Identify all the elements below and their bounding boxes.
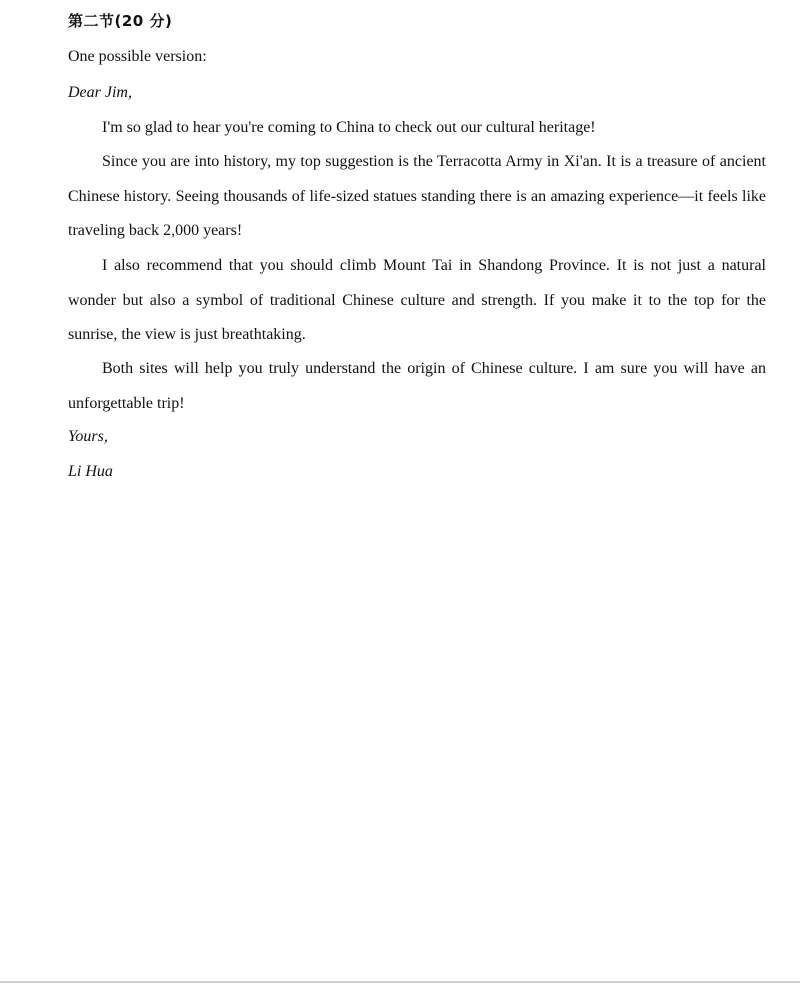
letter-closing: Yours,: [68, 428, 108, 445]
letter-paragraph-2: Since you are into history, my top suggestion is the Terracotta Army in Xi'an. It is a treasure of ancient Chinese history. Seeing thousands of life-sized statues standing there is an amazing experience—it feels like traveling back 2,000 years!: [68, 153, 766, 239]
section-title: 第二节(20 分): [68, 12, 173, 30]
letter-paragraph-4: Both sites will help you truly understand the origin of Chinese culture. I am sure you will have an unforgettable trip!: [68, 360, 766, 412]
bottom-divider: [0, 981, 800, 983]
intro-line: One possible version:: [68, 48, 207, 65]
letter-signature: Li Hua: [68, 463, 113, 480]
letter-paragraph-1: I'm so glad to hear you're coming to China to check out our cultural heritage!: [102, 119, 596, 136]
letter-salutation: Dear Jim,: [68, 84, 132, 101]
letter-paragraph-3: I also recommend that you should climb Mount Tai in Shandong Province. It is not just a natural wonder but also a symbol of traditional Chinese culture and strength. If you make it to the top for the sunrise, the view is just breathtaking.: [68, 257, 766, 343]
